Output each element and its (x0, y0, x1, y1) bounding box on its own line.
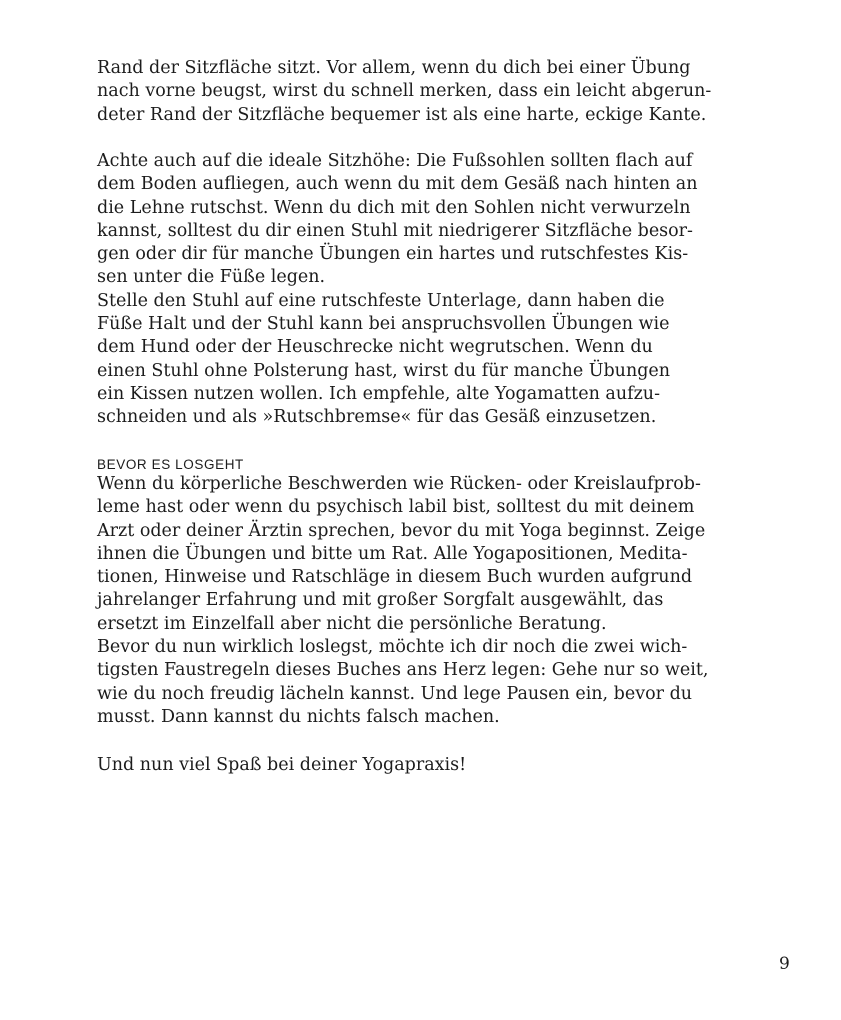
text-line: Füße Halt und der Stuhl kann bei anspruchsvollen Übungen wie (97, 314, 670, 335)
paragraph-seat-height (97, 150, 698, 430)
text-line: musst. Dann kannst du nichts falsch machen. (97, 706, 500, 727)
paragraph-before-start (97, 473, 709, 729)
text-line: die Lehne rutschst. Wenn du dich mit den Sohlen nicht verwurzeln (97, 197, 691, 218)
section-heading: BEVOR ES LOSGEHT (97, 457, 244, 472)
text-line: kannst, solltest du dir einen Stuhl mit niedrigerer Sitzfläche besor- (97, 220, 693, 241)
text-line: Achte auch auf die ideale Sitzhöhe: Die Fußsohlen sollten flach auf (97, 151, 693, 171)
text-line: deter Rand der Sitzfläche bequemer ist als eine harte, eckige Kante. (97, 104, 707, 125)
paragraph-seat-edge (97, 57, 712, 127)
text-line: ersetzt im Einzelfall aber nicht die persönliche Beratung. (97, 613, 607, 634)
text-line: tionen, Hinweise und Ratschläge in diesem Buch wurden aufgrund (97, 567, 693, 588)
text-line: dem Boden aufliegen, auch wenn du mit dem Gesäß nach hinten an (97, 174, 698, 195)
text-line: Und nun viel Spaß bei deiner Yogapraxis! (97, 755, 467, 775)
text-line: Bevor du nun wirklich loslegst, möchte ich dir noch die zwei wich- (97, 637, 688, 658)
text-line: ein Kissen nutzen wollen. Ich empfehle, alte Yogamatten aufzu- (97, 383, 660, 404)
text-line: leme hast oder wenn du psychisch labil bist, solltest du mit deinem (97, 497, 695, 518)
text-line: sen unter die Füße legen. (97, 267, 326, 288)
text-line: schneiden und als »Rutschbremse« für das Gesäß einzusetzen. (97, 407, 657, 428)
text-line: einen Stuhl ohne Polsterung hast, wirst du für manche Übungen (97, 360, 671, 381)
paragraph-closing (97, 754, 657, 777)
text-line: gen oder dir für manche Übungen ein hartes und rutschfestes Kis- (97, 244, 689, 265)
text-line: dem Hund oder der Heuschrecke nicht wegrutschen. Wenn du (97, 337, 653, 358)
text-line: jahrelanger Erfahrung und mit großer Sorgfalt ausgewählt, das (97, 590, 664, 611)
text-line: nach vorne beugst, wirst du schnell merken, dass ein leicht abgerun- (97, 81, 712, 102)
text-line: Rand der Sitzfläche sitzt. Vor allem, wenn du dich bei einer Übung (97, 58, 691, 78)
text-line: tigsten Faustregeln dieses Buches ans Herz legen: Gehe nur so weit, (97, 660, 709, 681)
text-line: wie du noch freudig lächeln kannst. Und lege Pausen ein, bevor du (97, 683, 693, 704)
text-line: Stelle den Stuhl auf eine rutschfeste Unterlage, dann haben die (97, 290, 665, 311)
text-line: ihnen die Übungen und bitte um Rat. Alle Yogapositionen, Medita- (97, 543, 688, 564)
text-line: Arzt oder deiner Ärztin sprechen, bevor du mit Yoga beginnst. Zeige (97, 520, 706, 541)
page-number: 9 (779, 954, 790, 974)
text-line: Wenn du körperliche Beschwerden wie Rücken- oder Kreislaufprob- (97, 474, 701, 494)
